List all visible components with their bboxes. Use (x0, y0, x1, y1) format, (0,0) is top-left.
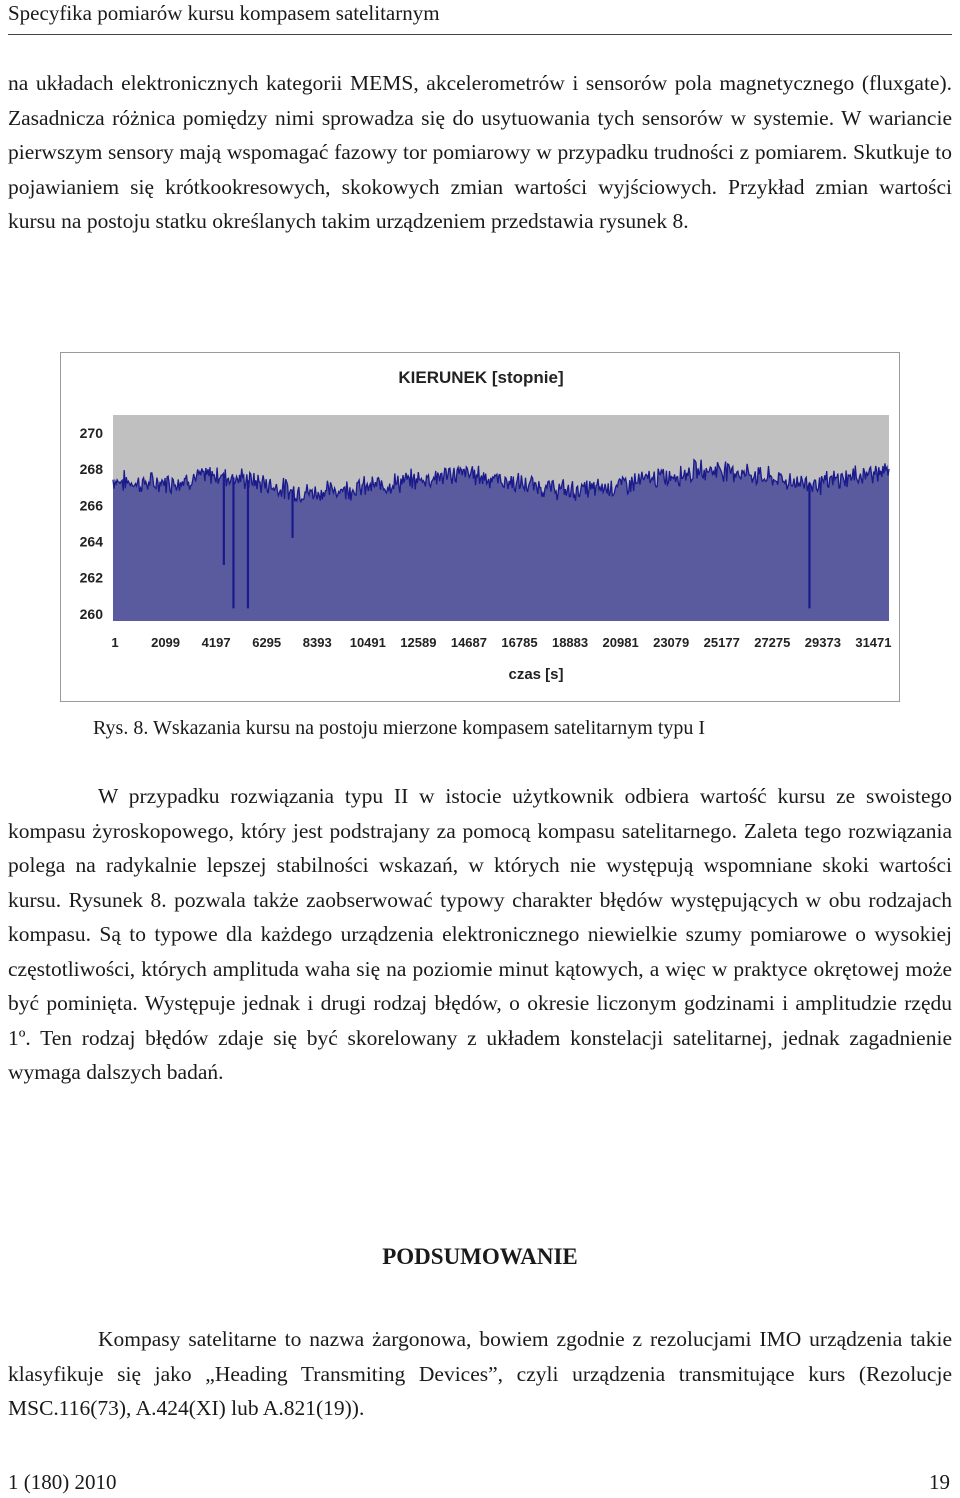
running-title: Specyfika pomiarów kursu kompasem satelitarnym (8, 0, 952, 35)
x-tick-label: 25177 (703, 635, 740, 650)
x-tick-label: 31471 (855, 635, 892, 650)
section-heading: PODSUMOWANIE (382, 1244, 578, 1269)
heading-chart (61, 353, 899, 701)
x-tick-label: 12589 (400, 635, 437, 650)
y-tick-label: 262 (79, 569, 103, 586)
chart-title: KIERUNEK [stopnie] (398, 368, 564, 387)
y-tick-label: 260 (79, 605, 103, 622)
x-tick-label: 1 (111, 635, 119, 650)
x-tick-label: 27275 (754, 635, 791, 650)
issue-number: 1 (180) 2010 (8, 1470, 117, 1494)
x-tick-label: 18883 (551, 635, 589, 650)
paragraph-1: na układach elektronicznych kategorii MEMS, akcelerometrów i sensorów pola magnetycznego (fluxgate). Zasadnicza różnica pomiędzy nimi sprowadza się do usytuowania tych sensorów w systemie. W wariancie pierwszym sensory mają wspomagać fazowy tor pomiarowy w przypadku trudności z pomiarem. Skutkuje to pojawianiem się krótkookresowych, skokowych zmian wartości wyjściowych. Przykład zmian wartości kursu na postoju statku określanych takim urządzeniem przedstawia rysunek 8. (8, 71, 952, 233)
x-tick-label: 6295 (252, 635, 282, 650)
y-tick-label: 268 (79, 461, 103, 478)
paragraph-3: Kompasy satelitarne to nazwa żargonowa, bowiem zgodnie z rezolucjami IMO urządzenia takie klasyfikuje się jako „Heading Transmiting Devices”, czyli urządzenia transmitujące kurs (Rezolucje MSC.116(73), A.424(XI) lub A.821(19)). (8, 1327, 952, 1420)
x-tick-label: 20981 (602, 635, 639, 650)
x-axis-label: czas [s] (508, 666, 564, 683)
paragraph-2: W przypadku rozwiązania typu II w istocie użytkownik odbiera wartość kursu ze swoistego kompasu żyroskopowego, który jest podstrajany za pomocą kompasu satelitarnego. Zaleta tego rozwiązania polega na radykalnie lepszej stabilności wskazań, w których nie występują wspomniane skoki wartości kursu. Rysunek 8. pozwala także zaobserwować typowy charakter błędów występujących w obu rodzajach kompasu. Są to typowe dla każdego urządzenia elektronicznego niewielkie szumy pomiarowe o wysokiej częstotliwości, których amplituda waha się na poziomie minut kątowych, a więc w praktyce okrętowej może być pominięta. Występuje jednak i drugi rodzaj błędów, o okresie liczonym godzinami i amplitudzie rzędu 1º. Ten rodzaj błędów zdaje się być skorelowany z układem konstelacji satelitarnej, jednak zagadnienie wymaga dalszych badań. (8, 784, 952, 1084)
x-tick-label: 23079 (653, 635, 690, 650)
x-tick-label: 4197 (201, 635, 231, 650)
x-tick-label: 29373 (804, 635, 841, 650)
y-tick-label: 270 (79, 425, 103, 442)
y-tick-label: 264 (79, 533, 103, 550)
x-tick-label: 14687 (450, 635, 488, 650)
x-tick-label: 10491 (349, 635, 386, 650)
figure-caption: Rys. 8. Wskazania kursu na postoju mierzone kompasem satelitarnym typu I (93, 717, 706, 739)
figure-8 (60, 352, 900, 702)
x-tick-label: 8393 (302, 635, 332, 650)
page-number: 19 (929, 1470, 950, 1494)
x-tick-label: 2099 (151, 635, 181, 650)
x-tick-label: 16785 (501, 635, 538, 650)
x-axis-ticks (111, 635, 891, 650)
y-axis-ticks (80, 425, 104, 622)
plot-layer (113, 460, 889, 621)
y-tick-label: 266 (79, 497, 103, 514)
